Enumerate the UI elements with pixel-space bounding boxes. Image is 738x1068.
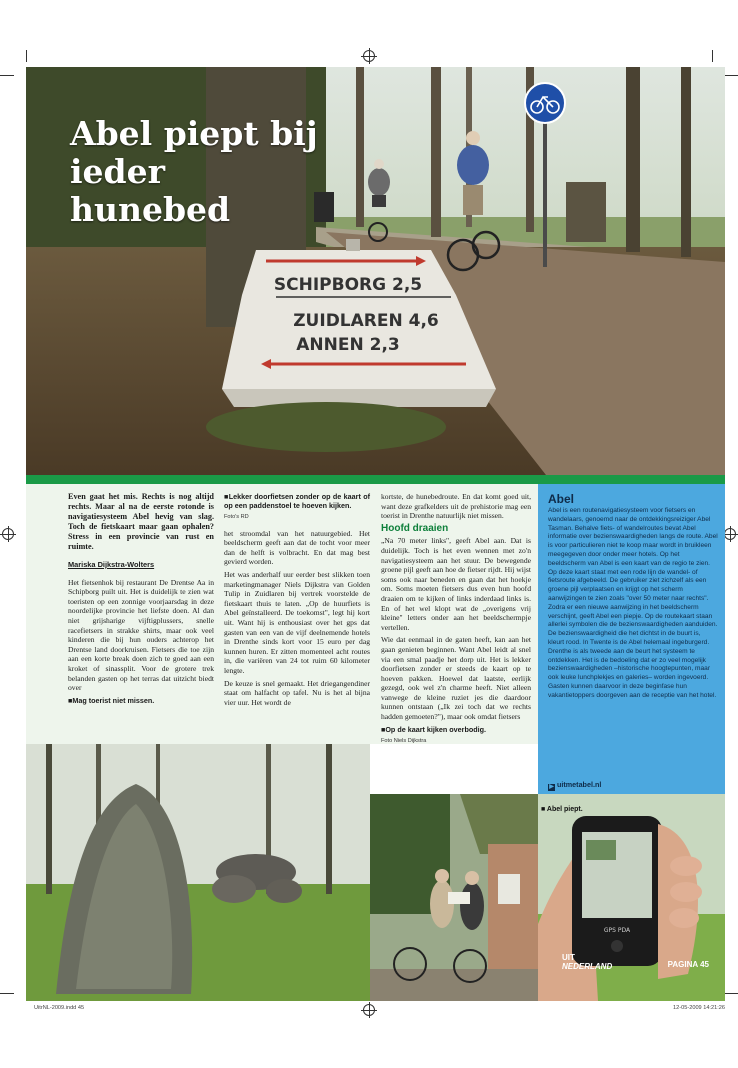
photo-cyclists-map (370, 794, 538, 1001)
column-2-text-c: De keuze is snel gemaakt. Het driegangendiner staat om halfacht op tafel. Nu is het al bijna vier uur. Het wordt de (224, 678, 370, 707)
crop-mark (0, 993, 14, 994)
info-sidebar (538, 484, 725, 794)
column-1-text: Het fietsenhok bij restaurant De Drentse Aa in Schipborg puilt uit. Het is duidelijk te zien wat toeristen op een zonnige voorjaarsdag in deze noordelijke provincie het liefste doen. Al dan niet grijsharige vijftigplussers, snelle racefietsers in strakke shirts, maar ook veel kinderen die bij hun ouders achterop het Drentse land doorkruisen. Fietsers die toe zijn aan een korte break doen zich te goed aan een kroket of sinassplit. Voor de grotere trek belanden gasten op het terras dat uitzicht biedt over (68, 577, 214, 693)
article-column-1 (68, 492, 214, 708)
photo-caption-device: ■ Abel piept. (541, 806, 583, 813)
crop-mark (712, 50, 713, 62)
print-slug-date: 12-05-2009 14:21:26 (673, 1005, 725, 1011)
magazine-logo (562, 953, 612, 971)
magazine-logo-line-2: NEDERLAND (562, 962, 613, 971)
article-column-2 (224, 492, 370, 710)
registration-mark-icon (2, 528, 14, 540)
hero-photo (26, 67, 725, 475)
article-column-3 (381, 492, 531, 749)
crop-mark (0, 75, 14, 76)
sign-line-1: SCHIPBORG 2,5 (273, 275, 423, 295)
sidebar-link[interactable] (548, 780, 601, 791)
column-3-text-b: „Na 70 meter links", geeft Abel aan. Dat is duidelijk. Toch is het even wennen met zo'n navigatiesysteem aan het stuur. De bewegende groene pijl geeft aan hoe de fietser rijdt. Hij wijst soms ook naar beneden en gaan dat het hoekje om. Soms moeten fietsers dus even hun hoofd draaien om te kijken of links inderdaad links is. En of het wel klopt wat de „overigens vrij kleine" letters onder aan het beeldschermpje vertellen. (381, 536, 531, 632)
print-slug-file: UitrNL-2009.indd 45 (34, 1005, 85, 1011)
sign-line-3: ANNEN 2,3 (296, 335, 400, 355)
sidebar-link-label: uitmetabel.nl (557, 780, 602, 789)
green-divider-band (26, 475, 725, 484)
photo-caption-stones: ■ Mag toerist niet missen. (68, 696, 214, 705)
hunebed-illustration (26, 744, 370, 1001)
arrow-right-icon: ▶ (549, 784, 554, 790)
photo-caption-device-label: Abel piept. (546, 806, 583, 813)
article-subhead: Hoofd draaien (381, 522, 449, 534)
article-byline: Mariska Dijkstra-Wolters (68, 560, 155, 569)
column-3-text-a: kortste, de hunebedroute. En dat komt goed uit, want deze grafkelders uit de prehistorie mag een toerist in Drenthe natuurlijk niet missen. (381, 492, 531, 521)
photo-caption-map: ■ Op de kaart kijken overbodig. (381, 725, 531, 734)
couple-with-map-illustration (370, 794, 538, 1001)
registration-mark-icon (363, 50, 375, 62)
column-2-text-a: het stroomdal van het natuurgebied. Het beeldscherm geeft aan dat de tocht voor meer dan de helft is volbracht. En dat mag best gevierd worden. (224, 528, 370, 567)
photo-gps-device (538, 794, 725, 1001)
page-number: PAGINA 45 (667, 960, 709, 969)
sidebar-title: Abel (548, 492, 575, 506)
photo-credit-map: Foto Niels Dijkstra (381, 737, 427, 744)
crop-mark (26, 50, 27, 62)
registration-mark-icon (363, 1004, 375, 1016)
article-body (26, 484, 538, 744)
registration-mark-icon (724, 528, 736, 540)
sign-line-2: ZUIDLAREN 4,6 (293, 311, 439, 331)
article-lead: Even gaat het mis. Rechts is nog altijd rechts. Maar al na de eerste rotonde is navigatiesysteem Abel hevig van slag. Toch de fietskaart maar gaan ophalen? Stress in een provincie van rust en ruimte. (68, 492, 214, 551)
photo-hunebed (26, 744, 370, 1001)
sidebar-text: Abel is een routenavigatiesysteem voor fietsers en wandelaars, genoemd naar de ontdekkingsreiziger Abel Tasman. Behalve fiets- of wandelroutes bevat Abel informatie over bezienswaardigheden langs de route. Abel is voor particulieren niet te koop maar wordt in bruikleen meegegeven door onder meer hotels. Op het beeldscherm van Abel is een kaart van de regio te zien. Op deze kaart staat met een rode lijn de wandel- of fietsroute afgebeeld. De gebruiker ziet zichzelf als een groene pijl verplaatsen en krijgt op het scherm aanwijzingen te zien zoals "over 50 meter naar rechts". Zodra er een nieuwe aanwijzing in het beeldscherm verschijnt, geeft Abel een piepje. Op de routekaart staan allerlei symbolen die de bezienswaardigheden aanduiden. De bezienswaardigheid die het dichtst in de buurt is, kleurt rood. In Twente is de Abel helemaal ingeburgerd. Drenthe is als tweede aan de beurt het systeem te ontdekken. Het is de bedoeling dat er zo veel mogelijk bezienswaardigheden –historische hoogtepunten, maar ook leuke lunchplekjes en galeries– worden ingevoerd. Gasten kunnen daarvoor in deze beginfase hun vakantietoppers doorgeven aan de receptie van het hotel. (548, 507, 718, 699)
photo-credit-hero: Foto's RD (224, 514, 249, 520)
column-2-text-b: Het was anderhalf uur eerder best slikken toen marketingmanager Niels Dijkstra van Golden Tulip in Zuidlaren bij vertrek voorstelde de fietskaart thuis te laten. „Op de huurfiets is Abel geïnstalleerd. De toekomst", legt hij kort uit. Want hij is enthousiast over het gps dat gasten van een van de vijf deelnemende hotels in Drenthe sinds kort voor 15 euro per dag kunnen huren. Er zitten momenteel acht routes in, die variëren van 24 tot ruim 60 kilometer lengte. (224, 569, 370, 675)
magazine-logo-line-1: UIT (562, 953, 575, 962)
crop-mark (724, 75, 738, 76)
crop-mark (724, 993, 738, 994)
page-title: Abel piept bij ieder hunebed (70, 114, 318, 229)
column-3-text-c: Wie dat eenmaal in de gaten heeft, kan aan het gaan genieten beginnen. Want Abel leidt al snel via een smal paadje het dorp uit. Het is lekker doorfietsen zonder er steeds de kaart op te hoeven pakken. Hoewel dat laatste, eerlijk gezegd, ook wel z'n charme heeft. Niet alleen vanwege de kleine ruziet jes die daardoor kunnen ontstaan („Ik zei toch dat we rechts hadden gemoeten?"), maar ook omdat fietsers (381, 635, 531, 722)
photo-caption-cyclists: ■ Lekker doorfietsen zonder op de kaart of op een paddenstoel te hoeven kijken. (224, 492, 370, 510)
device-label: GPS PDA (603, 927, 631, 934)
